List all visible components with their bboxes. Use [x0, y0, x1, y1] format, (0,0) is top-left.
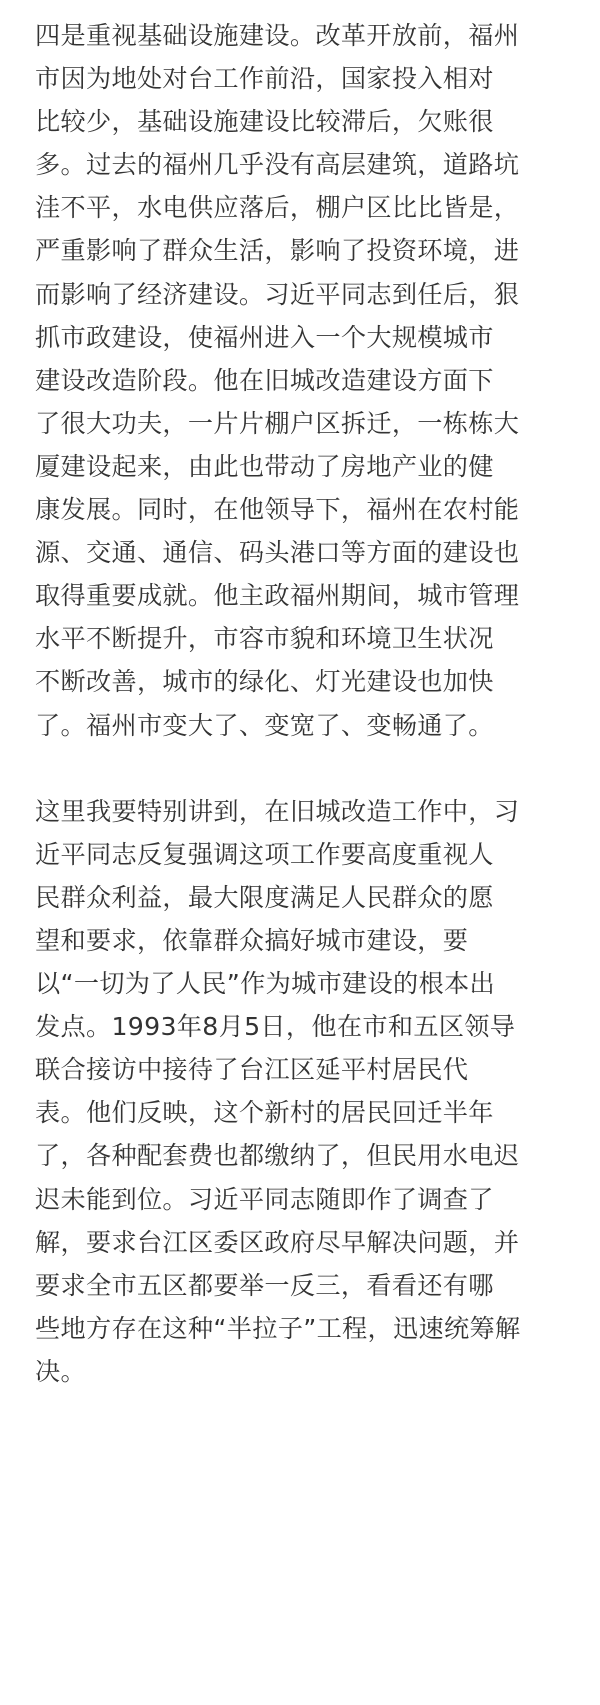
text-line: 决。: [35, 1356, 86, 1386]
text-line: 市因为地处对台工作前沿，国家投入相对: [35, 64, 494, 94]
text-line: 了，各种配套费也都缴纳了，但民用水电迟: [35, 1141, 520, 1171]
text-line: 联合接访中接待了台江区延平村居民代: [35, 1055, 469, 1085]
text-line: 严重影响了群众生活，影响了投资环境，进: [35, 236, 520, 266]
text-line: 取得重要成就。他主政福州期间，城市管理: [35, 581, 520, 611]
text-line: 四是重视基础设施建设。改革开放前，福州: [35, 21, 520, 50]
text-line: 表。他们反映，这个新村的居民回迁半年: [35, 1098, 494, 1128]
text-line: 抓市政建设，使福州进入一个大规模城市: [35, 322, 494, 352]
paragraph-old-city-renovation: [35, 790, 571, 1393]
text-line: 不断改善，城市的绿化、灯光建设也加快: [35, 667, 494, 697]
text-line: 以“一切为了人民”作为城市建设的根本出: [35, 969, 495, 999]
text-line: 源、交通、通信、码头港口等方面的建设也: [35, 538, 520, 568]
text-line: 比较少，基础设施建设比较滞后，欠账很: [35, 107, 494, 137]
text-line: 迟未能到位。习近平同志随即作了调查了: [35, 1184, 494, 1214]
text-line: 而影响了经济建设。习近平同志到任后，狠: [35, 279, 520, 309]
text-line: 近平同志反复强调这项工作要高度重视人: [35, 839, 494, 869]
text-line: 了。福州市变大了、变宽了、变畅通了。: [35, 710, 494, 740]
text-line: 建设改造阶段。他在旧城改造建设方面下: [35, 365, 494, 395]
text-line: 要求全市五区都要举一反三，看看还有哪: [35, 1270, 494, 1300]
text-line: 民群众利益，最大限度满足人民群众的愿: [35, 882, 494, 912]
text-line: 这里我要特别讲到，在旧城改造工作中，习: [35, 796, 520, 826]
text-line: 厦建设起来，由此也带动了房地产业的健: [35, 451, 494, 481]
text-line: 解，要求台江区委区政府尽早解决问题，并: [35, 1227, 520, 1257]
paragraph-divider: [35, 747, 571, 790]
text-line: 望和要求，依靠群众搞好城市建设，要: [35, 925, 469, 955]
text-line: 发点。1993年8月5日，他在市和五区领导: [35, 1012, 516, 1042]
text-line: 了很大功夫，一片片棚户区拆迁，一栋栋大: [35, 408, 520, 438]
paragraph-infrastructure: [35, 14, 571, 747]
text-line: 康发展。同时，在他领导下，福州在农村能: [35, 495, 520, 525]
text-line: 洼不平，水电供应落后，棚户区比比皆是，: [35, 193, 520, 223]
text-line: 些地方存在这种“半拉子”工程，迅速统筹解: [35, 1313, 521, 1343]
text-line: 水平不断提升，市容市貌和环境卫生状况: [35, 624, 494, 654]
article-body: [35, 14, 571, 1393]
text-line: 多。过去的福州几乎没有高层建筑，道路坑: [35, 150, 520, 180]
